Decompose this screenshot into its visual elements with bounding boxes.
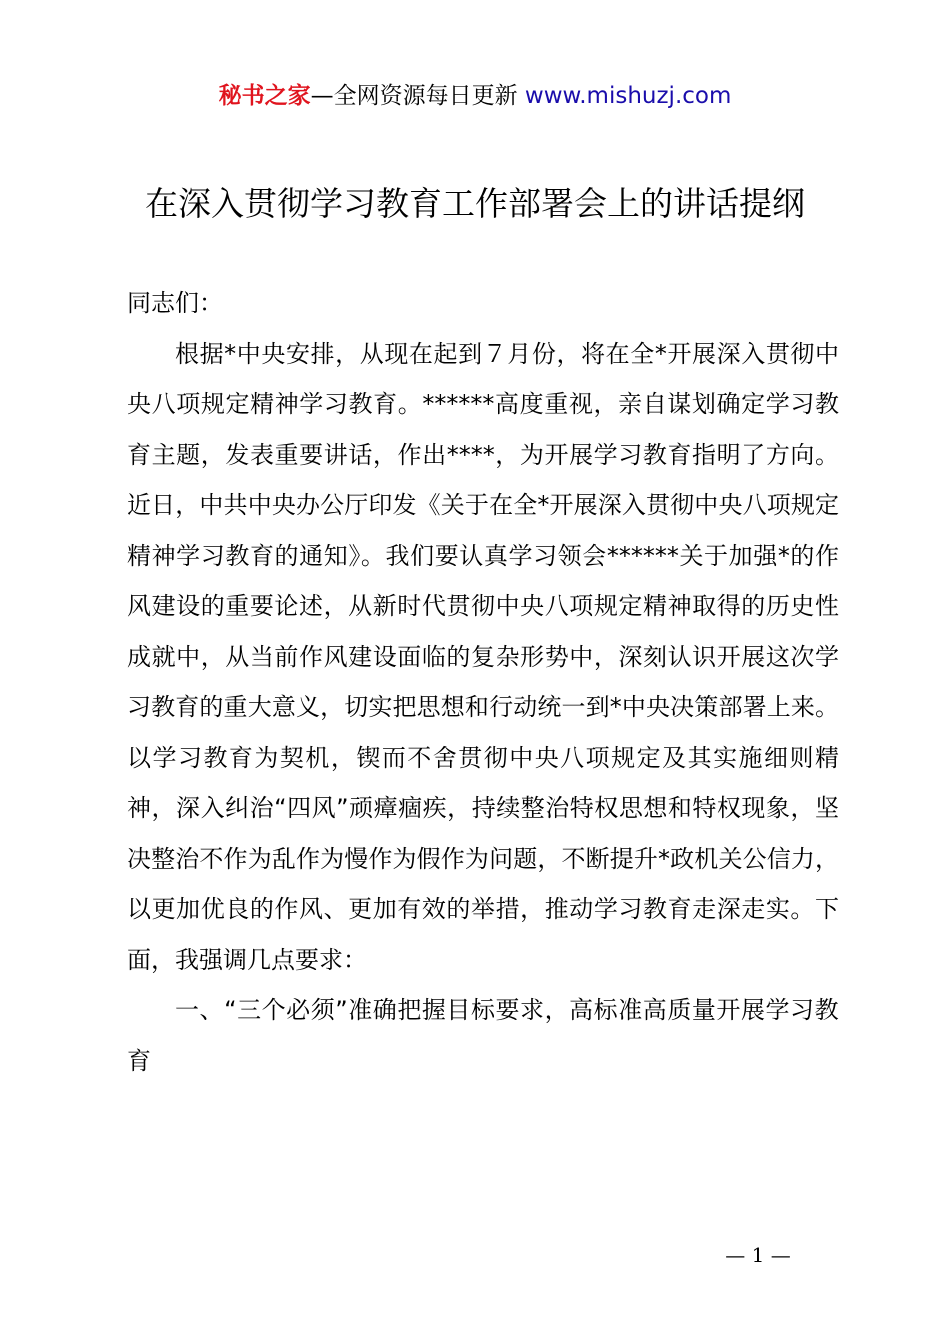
document-body: [127, 278, 839, 1086]
salutation: 同志们：: [127, 289, 223, 317]
paragraph-intro: 根据*中央安排，从现在起到７月份，将在全*开展深入贯彻中央八项规定精神学习教育。******高度重视，亲自谋划确定学习教育主题，发表重要讲话，作出****，为开展学习教育指明了方向。近日，中共中央办公厅印发《关于在全*开展深入贯彻中央八项规定精神学习教育的通知》。我们要认真学习领会******关于加强*的作风建设的重要论述，从新时代贯彻中央八项规定精神取得的历史性成就中，从当前作风建设面临的复杂形势中，深刻认识开展这次学习教育的重大意义，切实把思想和行动统一到*中央决策部署上来。以学习教育为契机，锲而不舍贯彻中央八项规定及其实施细则精神，深入纠治“四风”顽瘴痼疾，持续整治特权思想和特权现象，坚决整治不作为乱作为慢作为假作为问题，不断提升*政机关公信力，以更加优良的作风、更加有效的举措，推动学习教育走深走实。下面，我强调几点要求：: [127, 339, 839, 974]
section-heading-1: 一、“三个必须”准确把握目标要求，高标准高质量开展学习教育: [127, 996, 839, 1075]
document-title: 在深入贯彻学习教育工作部署会上的讲话提纲: [145, 184, 805, 223]
site-header: [0, 80, 950, 112]
site-tagline: —全网资源每日更新: [310, 83, 518, 109]
page-number: — 1 —: [725, 1243, 791, 1267]
site-url-link[interactable]: www.mishuzj.com: [524, 83, 732, 109]
site-brand: 秘书之家: [218, 83, 311, 109]
